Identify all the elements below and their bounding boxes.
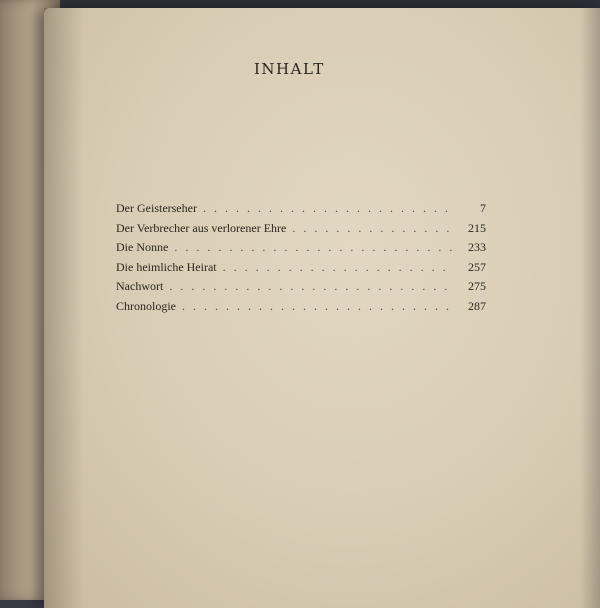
toc-dot-leader	[174, 240, 454, 255]
table-of-contents	[116, 201, 486, 318]
toc-entry-page: 233	[468, 240, 486, 254]
toc-entry-page: 275	[468, 279, 486, 293]
toc-entry-page: 215	[468, 220, 486, 235]
toc-entry	[116, 260, 486, 280]
toc-entry	[116, 221, 486, 241]
toc-entry-page: 7	[480, 201, 486, 215]
toc-entry-title: Chronologie	[116, 298, 176, 313]
toc-dot-leader	[203, 201, 454, 216]
toc-entry-title: Nachwort	[116, 279, 164, 293]
toc-entry-title: Der Verbrecher aus verlorener Ehre	[116, 220, 287, 235]
toc-entry-title: Der Geisterseher	[116, 201, 197, 215]
toc-entry	[116, 201, 486, 221]
toc-entry-page: 257	[468, 259, 486, 274]
toc-entry-page: 287	[468, 298, 486, 313]
toc-dot-leader	[292, 221, 454, 236]
toc-entry	[116, 240, 486, 260]
toc-entry	[116, 279, 486, 299]
toc-dot-leader	[182, 299, 454, 314]
toc-dot-leader	[169, 279, 454, 294]
toc-entry-title: Die heimliche Heirat	[116, 259, 217, 274]
page-title: INHALT	[254, 60, 325, 78]
toc-entry-title: Die Nonne	[116, 240, 169, 254]
toc-entry	[116, 299, 486, 319]
toc-dot-leader	[223, 260, 454, 275]
